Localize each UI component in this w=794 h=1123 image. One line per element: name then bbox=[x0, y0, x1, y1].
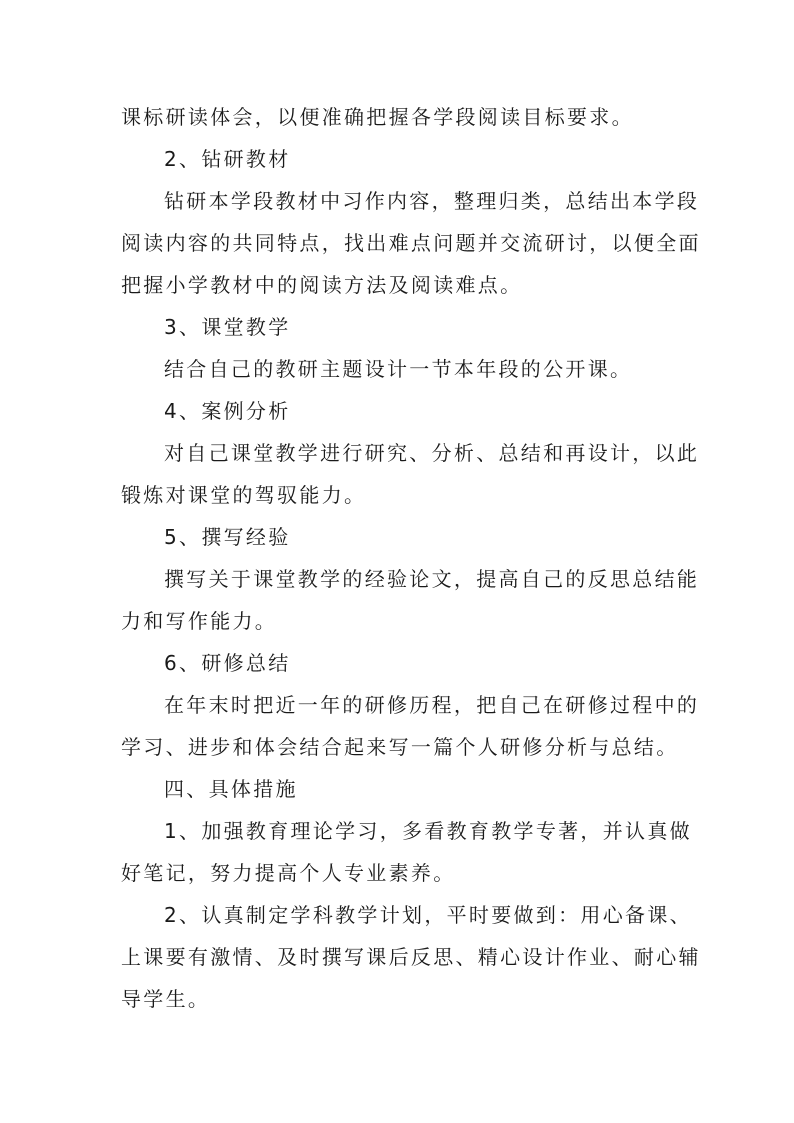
paragraph-line: 2、认真制定学科教学计划，平时要做到：用心备课、 bbox=[164, 903, 692, 927]
paragraph-line: 把握小学教材中的阅读方法及阅读难点。 bbox=[121, 273, 523, 297]
section-heading: 4、案例分析 bbox=[164, 399, 291, 423]
section-heading: 5、撰写经验 bbox=[164, 525, 291, 549]
paragraph-line: 上课要有激情、及时撰写课后反思、精心设计作业、耐心辅 bbox=[121, 945, 701, 969]
paragraph-line: 导学生。 bbox=[121, 987, 211, 1011]
paragraph-line: 结合自己的教研主题设计一节本年段的公开课。 bbox=[164, 357, 633, 381]
paragraph-line: 在年末时把近一年的研修历程，把自己在研修过程中的 bbox=[164, 693, 700, 717]
paragraph-line: 课标研读体会，以便准确把握各学段阅读目标要求。 bbox=[121, 105, 634, 129]
paragraph-line: 撰写关于课堂教学的经验论文，提高自己的反思总结能 bbox=[164, 567, 700, 591]
section-heading: 6、研修总结 bbox=[164, 651, 291, 675]
paragraph-line: 好笔记，努力提高个人专业素养。 bbox=[121, 861, 456, 885]
paragraph-line: 锻炼对课堂的驾驭能力。 bbox=[121, 483, 367, 507]
section-heading: 3、课堂教学 bbox=[164, 315, 291, 339]
paragraph-line: 学习、进步和体会结合起来写一篇个人研修分析与总结。 bbox=[121, 735, 679, 759]
section-heading: 2、钻研教材 bbox=[164, 147, 291, 171]
paragraph-line: 1、加强教育理论学习，多看教育教学专著，并认真做 bbox=[164, 819, 692, 843]
paragraph-line: 力和写作能力。 bbox=[121, 609, 278, 633]
paragraph-line: 阅读内容的共同特点，找出难点问题并交流研讨，以便全面 bbox=[121, 231, 701, 255]
paragraph-line: 钻研本学段教材中习作内容，整理归类，总结出本学段 bbox=[164, 189, 700, 213]
section-heading: 四、具体措施 bbox=[164, 777, 298, 801]
paragraph-line: 对自己课堂教学进行研究、分析、总结和再设计，以此 bbox=[164, 441, 700, 465]
